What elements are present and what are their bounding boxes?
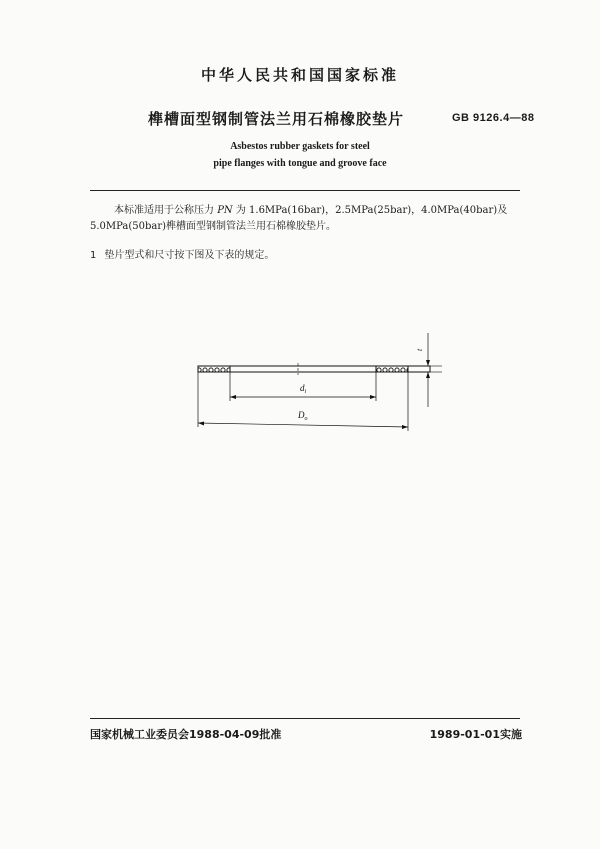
section-1-text: 垫片型式和尺寸按下图及下表的规定。 xyxy=(104,250,275,261)
t-label: t xyxy=(415,348,424,351)
english-title-line-2: pipe flanges with tongue and groove face xyxy=(213,158,387,169)
intro-paragraph xyxy=(90,203,522,235)
left-hatched-region xyxy=(198,366,230,372)
approval-note: 国家机械工业委员会1988-04-09批准 xyxy=(90,728,282,741)
right-hatched-region xyxy=(376,366,408,372)
standard-number: GB 9126.4—88 xyxy=(452,112,535,124)
gasket-drawing xyxy=(190,325,450,440)
english-title xyxy=(0,138,600,172)
intro-pn-symbol: PN xyxy=(217,205,233,216)
do-label: D xyxy=(298,410,305,420)
gasket-section xyxy=(198,363,430,375)
inner-diameter-dimension xyxy=(230,383,376,399)
svg-text:Do xyxy=(297,410,308,422)
english-title-line-1: Asbestos rubber gaskets for steel xyxy=(230,141,370,152)
di-subscript: i xyxy=(304,389,307,395)
thickness-dimension xyxy=(415,333,442,407)
intro-text-a: 本标准适用于公称压力 xyxy=(114,205,218,216)
footer-divider xyxy=(90,718,520,719)
section-1-heading xyxy=(90,246,274,261)
document-title: 榫槽面型钢制管法兰用石棉橡胶垫片 xyxy=(148,110,405,128)
header-divider xyxy=(90,190,520,191)
implementation-date: 1989-01-01实施 xyxy=(429,728,522,741)
do-subscript: o xyxy=(304,416,308,422)
section-1-number: 1 xyxy=(90,250,97,261)
intro-text-b: 为 1.6MPa(16bar)，2.5MPa(25bar)，4.0MPa(40bar)及 5.0MPa(50bar)榫槽面型钢制管法兰用石棉橡胶垫片。 xyxy=(90,205,508,232)
standard-name: 中华人民共和国国家标准 xyxy=(200,66,399,84)
di-label: d xyxy=(300,383,305,393)
svg-text:di xyxy=(300,383,307,395)
outer-diameter-dimension xyxy=(198,410,408,429)
